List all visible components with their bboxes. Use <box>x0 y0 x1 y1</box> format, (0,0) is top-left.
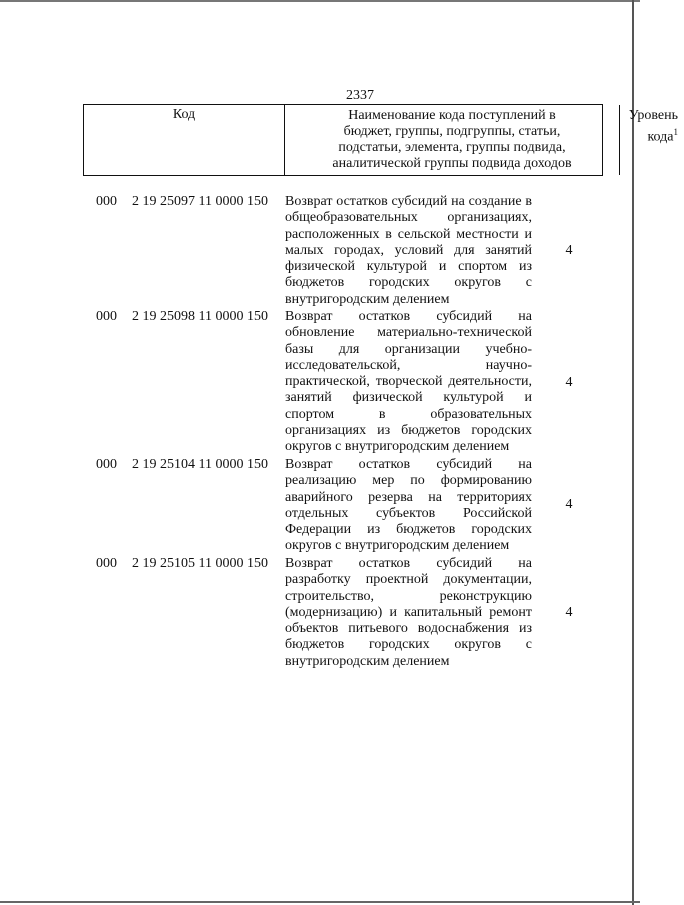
row-name-line: округов с внутригородским делением <box>285 439 510 455</box>
footnote-marker: 1 <box>673 127 678 137</box>
scan-edge-top <box>0 0 640 2</box>
header-code: Код <box>172 107 196 122</box>
row-name-line: организациях из бюджетов городских <box>285 423 532 439</box>
row-name-line: разработку проектной документации, <box>285 572 532 588</box>
row-name-line: внутригородским делением <box>285 291 450 307</box>
header-name-line: подстатьи, элемента, группы подвида, <box>338 140 566 155</box>
row-name-line: Федерации из бюджетов городских <box>285 522 532 538</box>
row-level: 4 <box>565 243 573 258</box>
row-name-line: объектов питьевого водоснабжения из <box>285 621 532 637</box>
header-level-line <box>620 124 678 146</box>
row-name-line: Возврат остатков субсидий на <box>285 457 532 472</box>
row-name-line: занятий физической культурой и <box>285 390 532 406</box>
table-header <box>83 104 678 176</box>
header-level-line: Уровень <box>628 108 678 123</box>
row-level: 4 <box>565 497 573 512</box>
row-name-line: аварийного резерва на территориях <box>285 489 532 505</box>
row-name-line: Возврат остатков субсидий на <box>285 556 532 571</box>
row-name-line: спортом в образовательных <box>285 406 532 422</box>
row-code: 2 19 25097 11 0000 150 <box>132 194 268 209</box>
row-name-line: реализацию мер по формированию <box>285 473 532 489</box>
row-prefix: 000 <box>96 556 117 571</box>
header-level <box>620 108 684 146</box>
row-name <box>285 556 532 670</box>
row-name-line: базы для организации учебно- <box>285 341 532 357</box>
row-name-line: обновление материально-технической <box>285 325 532 341</box>
row-level: 4 <box>565 375 573 390</box>
row-name-line: Возврат остатков субсидий на создание в <box>285 194 532 209</box>
row-name-line: бюджетов городских округов с <box>285 637 532 653</box>
row-name-line: бюджетов городских округов с <box>285 275 532 291</box>
row-level: 4 <box>565 605 573 620</box>
row-name-line: практической, творческой деятельности, <box>285 374 532 390</box>
header-name <box>284 105 620 175</box>
header-level-word: кода <box>647 129 674 145</box>
scan-edge-bottom <box>0 901 640 903</box>
row-name-line: строительство, реконструкцию <box>285 588 532 604</box>
row-prefix: 000 <box>96 457 117 472</box>
row-name-line: малых городах, условий для занятий <box>285 242 532 258</box>
row-name-line: Возврат остатков субсидий на <box>285 309 532 324</box>
row-name <box>285 309 532 456</box>
header-name-line: аналитической группы подвида доходов <box>332 156 572 171</box>
row-name-line: внутригородским делением <box>285 653 450 669</box>
row-name-line: расположенных в сельской местности и <box>285 226 532 242</box>
header-name-line: бюджет, группы, подгруппы, статьи, <box>343 124 561 139</box>
row-name-line: общеобразовательных организациях, <box>285 210 532 226</box>
row-code: 2 19 25098 11 0000 150 <box>132 309 268 324</box>
row-name-line: исследовательской, научно- <box>285 357 532 373</box>
row-name-line: физической культурой и спортом из <box>285 259 532 275</box>
row-prefix: 000 <box>96 194 117 209</box>
page-number: 2337 <box>346 88 374 103</box>
row-name <box>285 457 532 555</box>
row-code: 2 19 25104 11 0000 150 <box>132 457 268 472</box>
row-name-line: (модернизацию) и капитальный ремонт <box>285 604 532 620</box>
row-name <box>285 194 532 308</box>
row-code: 2 19 25105 11 0000 150 <box>132 556 268 571</box>
row-name-line: округов с внутригородским делением <box>285 538 510 554</box>
row-name-line: отдельных субъектов Российской <box>285 505 532 521</box>
row-prefix: 000 <box>96 309 117 324</box>
header-name-line: Наименование кода поступлений в <box>348 108 556 123</box>
